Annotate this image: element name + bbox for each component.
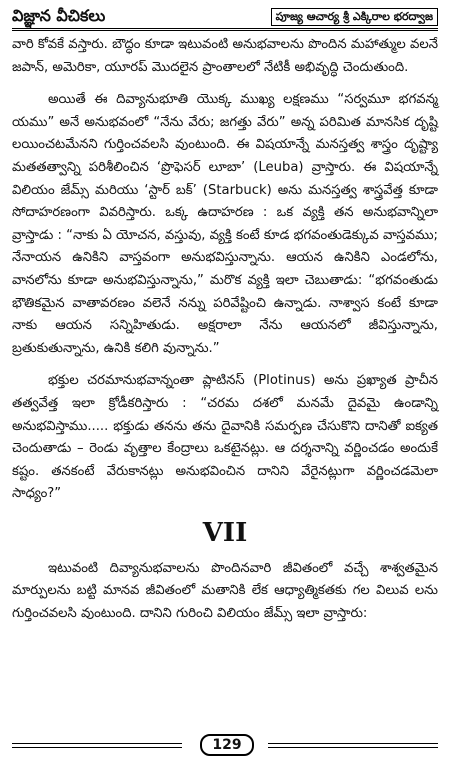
footer-rule-right bbox=[268, 743, 438, 748]
paragraph: వారి కోవకే వస్తారు. బౌద్ధం కూడా ఇటువంటి అనుభవాలను పొందిన మహాత్ముల వలనే జపాన్, అమెరికా, యూరప్ మొదలైన ప్రాంతాలలో నేటికీ అభివృద్ధి చెందుతుంది. bbox=[12, 37, 438, 75]
book-title: విజ్ఞాన వీచికలు bbox=[12, 6, 106, 25]
page-number: 129 bbox=[200, 734, 254, 756]
running-header bbox=[12, 6, 438, 31]
page-body bbox=[12, 34, 438, 626]
paragraph: అయితే ఈ దివ్యానుభూతి యొక్క ముఖ్య లక్షణము “సర్వమూ భగవన్మ యము” అనే అనుభవంలో “నేను వేరు; జగత్తు వేరు” అన్న పరిమిత మానసిక దృష్టి లయించటమేనని గుర్తించవలసి వుంటుంది. ఈ విషయాన్నే మనస్తత్వ శాస్త్రం దృష్ట్యా మతతత్వాన్ని పరిశీలించిన ‘ప్రొఫెసర్ లూబా’ (Leuba) వ్రాస్తారు. ఈ విషయాన్నే విలియం జేమ్స్ మరియు ‘స్టార్ బక్’ (Starbuck) అను మనస్తత్వ శాస్త్రవేత్త కూడా సోదాహరణంగా వివరిస్తారు. ఒక్క ఉదాహరణ : ఒక వ్యక్తి తన అనుభవాన్నిలా వ్రాస్తాడు : “నాకు ఏ యోచన, వస్తువు, వ్యక్తి కంటే కూడ భగవంతుడెక్కువ వాస్తవము; నేనాయన ఉనికిని వాస్తవంగా అనుభవిస్తున్నాను. ఆయన ఉనికిని ఎండలోను, వానలోను కూడా అనుభవిస్తున్నాను,” మరొక వ్యక్తి ఇలా చెబుతాడు: “భగవంతుడు భౌతికమైన వాతావరణం వలెనే నన్ను పరివేష్టించి ఉన్నాడు. నాశ్వాస కంటే కూడా నాకు ఆయన సన్నిహితుడు. అక్షరాలా నేను ఆయనలో జీవిస్తున్నాను, బ్రతుకుతున్నాను, ఉనికి కలిగి వున్నాను.” bbox=[12, 92, 438, 356]
page-footer bbox=[12, 734, 438, 754]
section-heading: VII bbox=[202, 517, 248, 548]
author-name: పూజ్య ఆచార్య శ్రీ ఎక్కిరాల భరద్వాజ bbox=[271, 8, 438, 26]
paragraph: భక్తుల చరమానుభవాన్నంతా ప్లాటినస్ (Plotinus) అను ప్రఖ్యాత ప్రాచీన తత్వవేత్త ఇలా క్రోడీకరిస్తారు : “చరమ దశలో మనమే దైవమై ఉండాన్ని అనుభవిస్తాము..... భక్తుడు తనను తను దైవానికి సమర్పణ చేసుకొని దానితో ఐక్యత చెందుతాడు – రెండు వృత్తాల కేంద్రాలు ఒకటైనట్లు. ఆ దర్శనాన్ని వర్ణించడం అందుకే కష్టం. తనకంటే వేరుకానట్లు అనుభవించిన దానిని వేరైనట్లుగా వర్ణించడమెలా సాధ్యం?” bbox=[12, 373, 438, 502]
footer-rule-left bbox=[12, 743, 182, 748]
paragraph: ఇటువంటి దివ్యానుభవాలను పొందినవారి జీవితంలో వచ్చే శాశ్వతమైన మార్పులను బట్టి మానవ జీవితంలో మతానికి లేక ఆధ్యాత్మికతకు గల విలువ లను గుర్తించవలసి వుంటుంది. దానిని గురించి విలియం జేమ్స్ ఇలా వ్రాస్తారు: bbox=[12, 560, 438, 622]
